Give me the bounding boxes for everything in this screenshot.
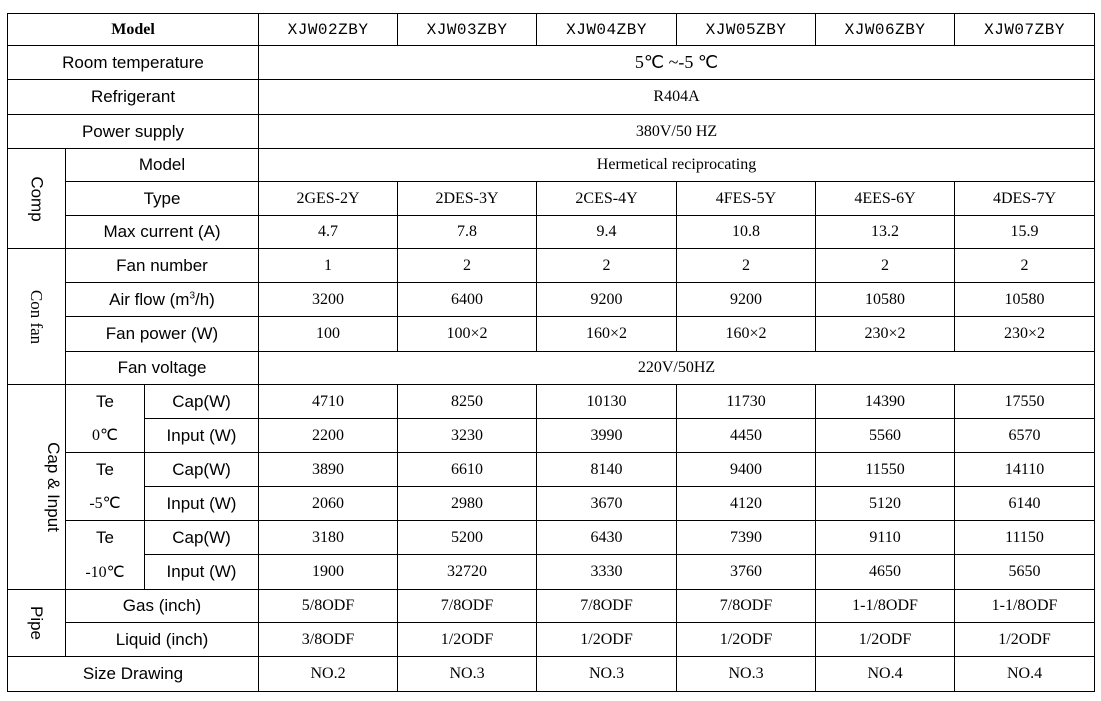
input-value: 2200 bbox=[259, 419, 398, 453]
cap-value: 11550 bbox=[816, 453, 955, 487]
fan-number-value: 1 bbox=[259, 249, 398, 283]
fan-power-value: 230×2 bbox=[955, 317, 1095, 352]
input-label: Input (W) bbox=[145, 419, 259, 453]
air-flow-value: 6400 bbox=[398, 283, 537, 317]
max-current-value: 13.2 bbox=[816, 216, 955, 249]
input-value: 4120 bbox=[677, 487, 816, 521]
comp-type-row bbox=[8, 182, 1095, 216]
fan-power-label: Fan power (W) bbox=[66, 317, 259, 352]
refrigerant-label: Refrigerant bbox=[8, 80, 259, 115]
comp-type-value: 2DES-3Y bbox=[398, 182, 537, 216]
gas-row bbox=[8, 590, 1095, 623]
liquid-value: 1/2ODF bbox=[537, 623, 677, 657]
comp-type-value: 4DES-7Y bbox=[955, 182, 1095, 216]
header-row bbox=[8, 14, 1095, 46]
cap-value: 11730 bbox=[677, 385, 816, 419]
cap-value: 3890 bbox=[259, 453, 398, 487]
input-label: Input (W) bbox=[145, 555, 259, 590]
max-current-label: Max current (A) bbox=[66, 216, 259, 249]
room-temperature-row bbox=[8, 46, 1095, 80]
te-temperature: -5℃ bbox=[66, 487, 145, 521]
liquid-row bbox=[8, 623, 1095, 657]
input-value: 2060 bbox=[259, 487, 398, 521]
cap-value: 8140 bbox=[537, 453, 677, 487]
pipe-group-label: Pipe bbox=[27, 605, 47, 641]
con-fan-group-cell bbox=[8, 249, 66, 385]
comp-type-value: 2GES-2Y bbox=[259, 182, 398, 216]
model-name: XJW02ZBY bbox=[259, 14, 398, 46]
cap-value: 6610 bbox=[398, 453, 537, 487]
fan-number-value: 2 bbox=[816, 249, 955, 283]
cap-value: 17550 bbox=[955, 385, 1095, 419]
cap-value: 11150 bbox=[955, 521, 1095, 555]
fan-power-value: 160×2 bbox=[537, 317, 677, 352]
room-temperature-value: 5℃ ~-5 ℃ bbox=[259, 46, 1095, 80]
comp-model-row bbox=[8, 149, 1095, 182]
cap-row bbox=[8, 521, 1095, 555]
air-flow-value: 3200 bbox=[259, 283, 398, 317]
fan-number-value: 2 bbox=[677, 249, 816, 283]
fan-power-value: 100×2 bbox=[398, 317, 537, 352]
liquid-value: 3/8ODF bbox=[259, 623, 398, 657]
input-value: 3230 bbox=[398, 419, 537, 453]
cap-label: Cap(W) bbox=[145, 453, 259, 487]
input-value: 5650 bbox=[955, 555, 1095, 590]
gas-value: 1-1/8ODF bbox=[816, 590, 955, 623]
fan-voltage-label: Fan voltage bbox=[66, 352, 259, 385]
comp-model-label: Model bbox=[66, 149, 259, 182]
cap-value: 7390 bbox=[677, 521, 816, 555]
max-current-value: 7.8 bbox=[398, 216, 537, 249]
comp-model-value: Hermetical reciprocating bbox=[259, 149, 1095, 182]
spec-table bbox=[7, 13, 1095, 692]
air-flow-label: Air flow $(m^3/h)$ bbox=[66, 283, 259, 317]
gas-value: 7/8ODF bbox=[677, 590, 816, 623]
cap-label: Cap(W) bbox=[145, 385, 259, 419]
cap-row bbox=[8, 385, 1095, 419]
refrigerant-value: R404A bbox=[259, 80, 1095, 115]
comp-max-current-row bbox=[8, 216, 1095, 249]
input-value: 32720 bbox=[398, 555, 537, 590]
cap-value: 10130 bbox=[537, 385, 677, 419]
fan-power-row bbox=[8, 317, 1095, 352]
room-temperature-label: Room temperature bbox=[8, 46, 259, 80]
input-value: 4650 bbox=[816, 555, 955, 590]
input-value: 1900 bbox=[259, 555, 398, 590]
size-drawing-value: NO.4 bbox=[816, 657, 955, 692]
cap-value: 14390 bbox=[816, 385, 955, 419]
input-row bbox=[8, 487, 1095, 521]
cap-value: 9400 bbox=[677, 453, 816, 487]
cap-value: 9110 bbox=[816, 521, 955, 555]
size-drawing-value: NO.3 bbox=[537, 657, 677, 692]
liquid-value: 1/2ODF bbox=[398, 623, 537, 657]
air-flow-value: 9200 bbox=[537, 283, 677, 317]
air-flow-value: 10580 bbox=[816, 283, 955, 317]
input-value: 6140 bbox=[955, 487, 1095, 521]
input-value: 3760 bbox=[677, 555, 816, 590]
cap-row bbox=[8, 453, 1095, 487]
fan-power-value: 160×2 bbox=[677, 317, 816, 352]
model-name: XJW04ZBY bbox=[537, 14, 677, 46]
cap-value: 6430 bbox=[537, 521, 677, 555]
te-label: Te bbox=[66, 385, 145, 419]
liquid-value: 1/2ODF bbox=[816, 623, 955, 657]
fan-power-value: 230×2 bbox=[816, 317, 955, 352]
liquid-label: Liquid (inch) bbox=[66, 623, 259, 657]
gas-value: 1-1/8ODF bbox=[955, 590, 1095, 623]
max-current-value: 10.8 bbox=[677, 216, 816, 249]
power-supply-row bbox=[8, 115, 1095, 149]
input-label: Input (W) bbox=[145, 487, 259, 521]
model-name: XJW07ZBY bbox=[955, 14, 1095, 46]
size-drawing-label: Size Drawing bbox=[8, 657, 259, 692]
size-drawing-row bbox=[8, 657, 1095, 692]
air-flow-value: 9200 bbox=[677, 283, 816, 317]
cap-value: 14110 bbox=[955, 453, 1095, 487]
air-flow-value: 10580 bbox=[955, 283, 1095, 317]
input-row bbox=[8, 555, 1095, 590]
power-supply-value: 380V/50 HZ bbox=[259, 115, 1095, 149]
size-drawing-value: NO.3 bbox=[677, 657, 816, 692]
fan-number-value: 2 bbox=[537, 249, 677, 283]
gas-value: 7/8ODF bbox=[537, 590, 677, 623]
input-value: 5560 bbox=[816, 419, 955, 453]
size-drawing-value: NO.4 bbox=[955, 657, 1095, 692]
max-current-value: 15.9 bbox=[955, 216, 1095, 249]
size-drawing-value: NO.3 bbox=[398, 657, 537, 692]
input-value: 6570 bbox=[955, 419, 1095, 453]
fan-voltage-row bbox=[8, 352, 1095, 385]
input-value: 3330 bbox=[537, 555, 677, 590]
liquid-value: 1/2ODF bbox=[677, 623, 816, 657]
gas-value: 7/8ODF bbox=[398, 590, 537, 623]
model-name: XJW06ZBY bbox=[816, 14, 955, 46]
cap-input-group-label: Cap & Input bbox=[43, 442, 63, 532]
model-name: XJW05ZBY bbox=[677, 14, 816, 46]
cap-value: 5200 bbox=[398, 521, 537, 555]
te-temperature: 0℃ bbox=[66, 419, 145, 453]
cap-label: Cap(W) bbox=[145, 521, 259, 555]
power-supply-label: Power supply bbox=[8, 115, 259, 149]
comp-type-value: 2CES-4Y bbox=[537, 182, 677, 216]
gas-label: Gas (inch) bbox=[66, 590, 259, 623]
fan-voltage-value: 220V/50HZ bbox=[259, 352, 1095, 385]
comp-type-label: Type bbox=[66, 182, 259, 216]
refrigerant-row bbox=[8, 80, 1095, 115]
input-value: 5120 bbox=[816, 487, 955, 521]
comp-type-value: 4EES-6Y bbox=[816, 182, 955, 216]
con-fan-group-label: Con fan bbox=[27, 289, 47, 344]
comp-group-cell bbox=[8, 149, 66, 249]
fan-number-value: 2 bbox=[955, 249, 1095, 283]
comp-group-label: Comp bbox=[27, 175, 47, 222]
cap-value: 4710 bbox=[259, 385, 398, 419]
input-value: 4450 bbox=[677, 419, 816, 453]
te-temperature: -10℃ bbox=[66, 555, 145, 590]
fan-power-value: 100 bbox=[259, 317, 398, 352]
model-name: XJW03ZBY bbox=[398, 14, 537, 46]
comp-type-value: 4FES-5Y bbox=[677, 182, 816, 216]
model-header-label: Model bbox=[8, 14, 259, 46]
gas-value: 5/8ODF bbox=[259, 590, 398, 623]
cap-value: 3180 bbox=[259, 521, 398, 555]
input-value: 3670 bbox=[537, 487, 677, 521]
max-current-value: 4.7 bbox=[259, 216, 398, 249]
air-flow-row bbox=[8, 283, 1095, 317]
cap-value: 8250 bbox=[398, 385, 537, 419]
pipe-group-cell bbox=[8, 590, 66, 657]
input-row bbox=[8, 419, 1095, 453]
size-drawing-value: NO.2 bbox=[259, 657, 398, 692]
fan-number-value: 2 bbox=[398, 249, 537, 283]
fan-number-label: Fan number bbox=[66, 249, 259, 283]
fan-number-row bbox=[8, 249, 1095, 283]
te-label: Te bbox=[66, 521, 145, 555]
cap-input-group-cell bbox=[8, 385, 66, 590]
te-label: Te bbox=[66, 453, 145, 487]
input-value: 3990 bbox=[537, 419, 677, 453]
input-value: 2980 bbox=[398, 487, 537, 521]
liquid-value: 1/2ODF bbox=[955, 623, 1095, 657]
max-current-value: 9.4 bbox=[537, 216, 677, 249]
